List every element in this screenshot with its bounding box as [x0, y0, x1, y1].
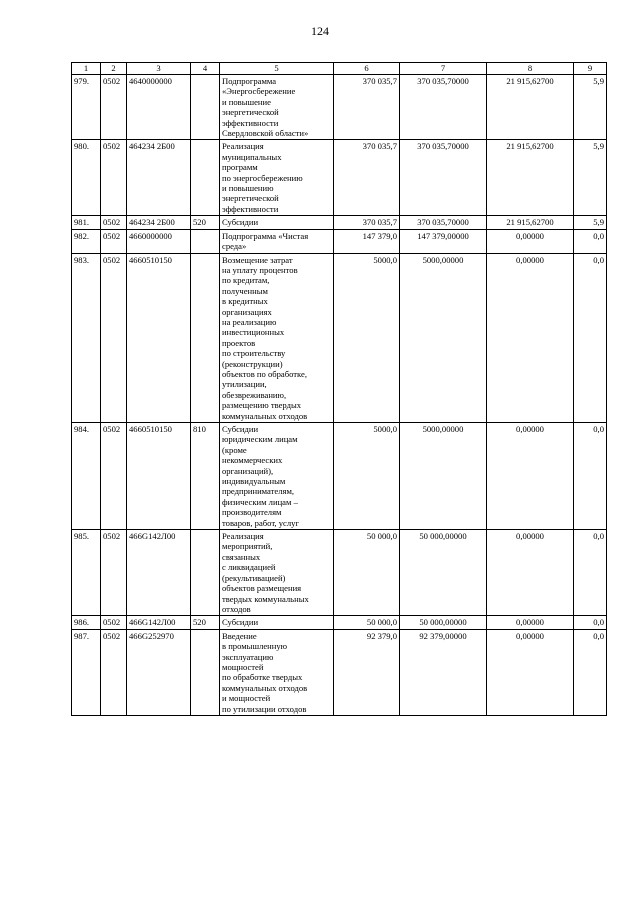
- table-row: [72, 423, 607, 530]
- executed-amount: 21 915,62700: [487, 75, 574, 140]
- section-code: 0502: [101, 140, 127, 216]
- item-name: Субсидии: [220, 616, 334, 629]
- approved-amount: 147 379,0: [334, 229, 400, 253]
- column-header: 6: [334, 63, 400, 75]
- section-code: 0502: [101, 229, 127, 253]
- target-article-code: 4660510150: [127, 253, 191, 423]
- item-name: Реализация мероприятий, связанных с ликвидацией (рекультивацией) объектов размещения твердых коммунальных отходов: [220, 530, 334, 616]
- item-name: Введение в промышленную эксплуатацию мощностей по обработке твердых коммунальных отходов и мощностей по утилизации отходов: [220, 629, 334, 715]
- approved-amount: 50 000,0: [334, 616, 400, 629]
- planned-amount: 5000,00000: [400, 253, 487, 423]
- column-header: 9: [574, 63, 607, 75]
- column-header: 5: [220, 63, 334, 75]
- execution-percent: 5,9: [574, 216, 607, 229]
- target-article-code: 464234 2Б00: [127, 216, 191, 229]
- executed-amount: 21 915,62700: [487, 216, 574, 229]
- expense-type-code: [191, 140, 220, 216]
- expense-type-code: [191, 530, 220, 616]
- expense-type-code: [191, 229, 220, 253]
- section-code: 0502: [101, 629, 127, 715]
- execution-percent: 0,0: [574, 423, 607, 530]
- section-code: 0502: [101, 616, 127, 629]
- planned-amount: 92 379,00000: [400, 629, 487, 715]
- item-name: Субсидии: [220, 216, 334, 229]
- row-number: 979.: [72, 75, 101, 140]
- budget-table: [71, 62, 607, 716]
- table-row: [72, 216, 607, 229]
- execution-percent: 0,0: [574, 530, 607, 616]
- page-number: 124: [311, 24, 329, 38]
- row-number: 984.: [72, 423, 101, 530]
- table-row: [72, 530, 607, 616]
- column-header: 8: [487, 63, 574, 75]
- approved-amount: 50 000,0: [334, 530, 400, 616]
- approved-amount: 92 379,0: [334, 629, 400, 715]
- item-name: Субсидии юридическим лицам (кроме некоммерческих организаций), индивидуальным предпринимателям, физическим лицам – производителям товаров, работ, услуг: [220, 423, 334, 530]
- column-header: 7: [400, 63, 487, 75]
- target-article-code: 4640000000: [127, 75, 191, 140]
- executed-amount: 0,00000: [487, 530, 574, 616]
- execution-percent: 0,0: [574, 253, 607, 423]
- approved-amount: 5000,0: [334, 253, 400, 423]
- section-code: 0502: [101, 253, 127, 423]
- table-row: [72, 75, 607, 140]
- approved-amount: 5000,0: [334, 423, 400, 530]
- item-name: Реализация муниципальных программ по энергосбережению и повышению энергетической эффективности: [220, 140, 334, 216]
- column-header: 3: [127, 63, 191, 75]
- row-number: 981.: [72, 216, 101, 229]
- executed-amount: 0,00000: [487, 616, 574, 629]
- column-header: 2: [101, 63, 127, 75]
- column-header: 1: [72, 63, 101, 75]
- planned-amount: 370 035,70000: [400, 216, 487, 229]
- header-row: [72, 63, 607, 75]
- row-number: 987.: [72, 629, 101, 715]
- table-row: [72, 229, 607, 253]
- expense-type-code: 520: [191, 216, 220, 229]
- item-name: Возмещение затрат на уплату процентов по кредитам, полученным в кредитных организациях на реализацию инвестиционных проектов по строительству (реконструкции) объектов по обработке, утилизации, обезвреживанию, размещению твердых коммунальных отходов: [220, 253, 334, 423]
- item-name: Подпрограмма «Энергосбережение и повышение энергетической эффективности Свердловской области»: [220, 75, 334, 140]
- planned-amount: 147 379,00000: [400, 229, 487, 253]
- target-article-code: 464234 2Б00: [127, 140, 191, 216]
- executed-amount: 0,00000: [487, 423, 574, 530]
- executed-amount: 0,00000: [487, 629, 574, 715]
- row-number: 986.: [72, 616, 101, 629]
- approved-amount: 370 035,7: [334, 140, 400, 216]
- section-code: 0502: [101, 75, 127, 140]
- approved-amount: 370 035,7: [334, 216, 400, 229]
- execution-percent: 5,9: [574, 140, 607, 216]
- target-article-code: 4660510150: [127, 423, 191, 530]
- column-header: 4: [191, 63, 220, 75]
- item-name: Подпрограмма «Чистая среда»: [220, 229, 334, 253]
- expense-type-code: [191, 253, 220, 423]
- section-code: 0502: [101, 423, 127, 530]
- planned-amount: 370 035,70000: [400, 140, 487, 216]
- expense-type-code: 520: [191, 616, 220, 629]
- row-number: 983.: [72, 253, 101, 423]
- table-row: [72, 140, 607, 216]
- planned-amount: 5000,00000: [400, 423, 487, 530]
- table-row: [72, 253, 607, 423]
- expense-type-code: [191, 629, 220, 715]
- target-article-code: 466G142Л00: [127, 616, 191, 629]
- planned-amount: 50 000,00000: [400, 530, 487, 616]
- planned-amount: 50 000,00000: [400, 616, 487, 629]
- table-row: [72, 616, 607, 629]
- section-code: 0502: [101, 216, 127, 229]
- expense-type-code: 810: [191, 423, 220, 530]
- execution-percent: 0,0: [574, 616, 607, 629]
- execution-percent: 0,0: [574, 629, 607, 715]
- executed-amount: 21 915,62700: [487, 140, 574, 216]
- expense-type-code: [191, 75, 220, 140]
- approved-amount: 370 035,7: [334, 75, 400, 140]
- row-number: 982.: [72, 229, 101, 253]
- executed-amount: 0,00000: [487, 253, 574, 423]
- planned-amount: 370 035,70000: [400, 75, 487, 140]
- execution-percent: 0,0: [574, 229, 607, 253]
- execution-percent: 5,9: [574, 75, 607, 140]
- table-row: [72, 629, 607, 715]
- target-article-code: 466G252970: [127, 629, 191, 715]
- executed-amount: 0,00000: [487, 229, 574, 253]
- target-article-code: 4660000000: [127, 229, 191, 253]
- row-number: 980.: [72, 140, 101, 216]
- row-number: 985.: [72, 530, 101, 616]
- section-code: 0502: [101, 530, 127, 616]
- target-article-code: 466G142Л00: [127, 530, 191, 616]
